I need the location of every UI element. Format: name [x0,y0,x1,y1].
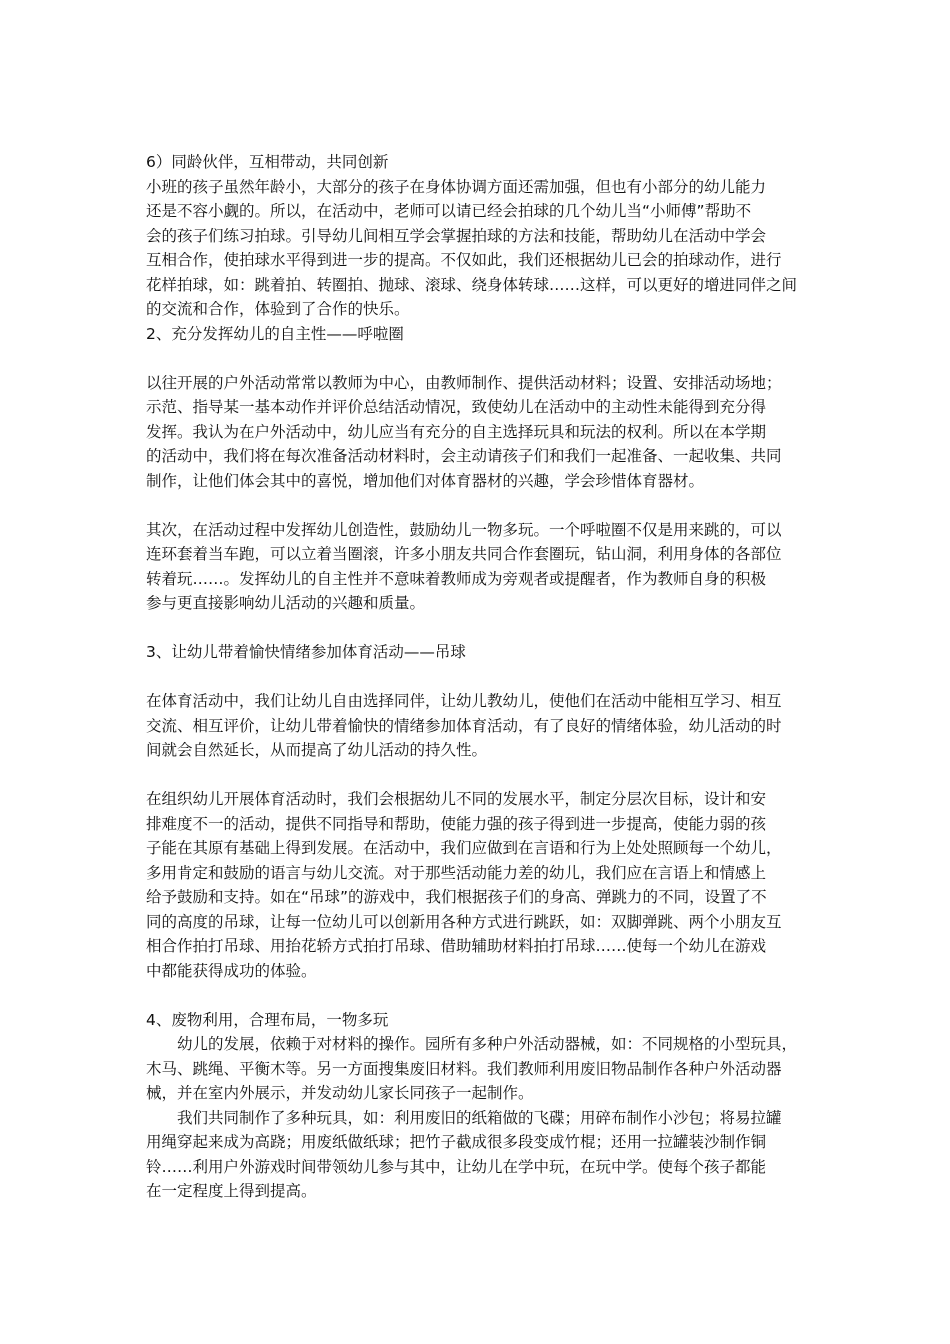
section-3-line: 相合作拍打吊球、用抬花轿方式拍打吊球、借助辅助材料拍打吊球……使每一个幼儿在游戏 [146,937,767,955]
section-3-line: 在组织幼儿开展体育活动时，我们会根据幼儿不同的发展水平，制定分层次目标，设计和安 [146,790,767,808]
section-4-line: 木马、跳绳、平衡木等。另一方面搜集废旧材料。我们教师利用废旧物品制作各种户外活动器 [146,1059,782,1078]
section-2-line: 示范、指导某一基本动作并评价总结活动情况，致使幼儿在活动中的主动性未能得到充分得 [146,398,767,416]
section-2-line: 其次，在活动过程中发挥幼儿创造性，鼓励幼儿一物多玩。一个呼啦圈不仅是用来跳的，可以 [146,520,782,539]
section-4-line: 用绳穿起来成为高跷；用废纸做纸球；把竹子截成很多段变成竹棍；还用一拉罐装沙制作铜 [146,1133,767,1151]
section-3-line: 在体育活动中，我们让幼儿自由选择同伴，让幼儿教幼儿，使他们在活动中能相互学习、相互 [146,692,782,710]
section-3-line: 给予鼓励和支持。如在“吊球”的游戏中，我们根据孩子们的身高、弹跳力的不同，设置了不 [146,888,767,906]
section-3-line: 排难度不一的活动，提供不同指导和帮助，使能力强的孩子得到进一步提高，使能力弱的孩 [146,814,767,833]
section-3-heading: 3、让幼儿带着愉快情绪参加体育活动——吊球 [146,643,466,661]
section-2-line: 参与更直接影响幼儿活动的兴趣和质量。 [146,594,426,612]
section-2-heading: 2、充分发挥幼儿的自主性——呼啦圈 [146,324,404,343]
section-3-line: 同的高度的吊球，让每一位幼儿可以创新用各种方式进行跳跃，如：双脚弹跳、两个小朋友互 [146,912,782,931]
section-4-line: 幼儿的发展，依赖于对材料的操作。园所有多种户外活动器械，如：不同规格的小型玩具， [177,1035,798,1053]
section-6-line: 互相合作，使拍球水平得到进一步的提高。不仅如此，我们还根据幼儿已会的拍球动作，进行 [146,251,782,269]
section-6-line: 还是不容小觑的。所以，在活动中，老师可以请已经会拍球的几个幼儿当“小师傅”帮助不 [146,202,752,220]
section-6-line: 的交流和合作，体验到了合作的快乐。 [146,300,410,318]
section-2-line: 转着玩……。发挥幼儿的自主性并不意味着教师成为旁观者或提醒者，作为教师自身的积极 [146,569,767,588]
section-2-line: 以往开展的户外活动常常以教师为中心，由教师制作、提供活动材料；设置、安排活动场地； [146,373,782,392]
section-3-line: 交流、相互评价，让幼儿带着愉快的情绪参加体育活动，有了良好的情绪体验，幼儿活动的时 [146,716,782,735]
section-6-heading: 6）同龄伙伴，互相带动，共同创新 [146,153,389,171]
section-2-line: 的活动中，我们将在每次准备活动材料时，会主动请孩子们和我们一起准备、一起收集、共同 [146,447,782,465]
document-body [146,150,816,1204]
section-3-line: 间就会自然延长，从而提高了幼儿活动的持久性。 [146,741,488,759]
section-4-heading: 4、废物利用，合理布局，一物多玩 [146,1010,389,1029]
section-6-line: 小班的孩子虽然年龄小，大部分的孩子在身体协调方面还需加强，但也有小部分的幼儿能力 [146,177,767,196]
section-3-line: 多用肯定和鼓励的语言与幼儿交流。对于那些活动能力差的幼儿，我们应在言语上和情感上 [146,863,767,882]
section-4-line: 铃……利用户外游戏时间带领幼儿参与其中，让幼儿在学中玩，在玩中学。使每个孩子都能 [146,1157,767,1176]
section-6-line: 会的孩子们练习拍球。引导幼儿间相互学会掌握拍球的方法和技能，帮助幼儿在活动中学会 [146,226,767,245]
section-2-line: 发挥。我认为在户外活动中，幼儿应当有充分的自主选择玩具和玩法的权利。所以在本学期 [146,422,767,441]
section-2-line: 制作，让他们体会其中的喜悦，增加他们对体育器材的兴趣，学会珍惜体育器材。 [146,471,705,490]
section-4-line: 械，并在室内外展示，并发动幼儿家长同孩子一起制作。 [146,1084,534,1102]
section-3-line: 子能在其原有基础上得到发展。在活动中，我们应做到在言语和行为上处处照顾每一个幼儿， [146,839,782,857]
section-4-line: 我们共同制作了多种玩具，如：利用废旧的纸箱做的飞碟；用碎布制作小沙包；将易拉罐 [177,1108,782,1127]
section-6-line: 花样拍球，如：跳着拍、转圈拍、抛球、滚球、绕身体转球……这样，可以更好的增进同伴之间 [146,275,798,294]
section-2-line: 连环套着当车跑，可以立着当圈滚，许多小朋友共同合作套圈玩，钻山洞，利用身体的各部位 [146,545,782,563]
section-4-line: 在一定程度上得到提高。 [146,1182,317,1200]
section-3-line: 中都能获得成功的体验。 [146,961,317,980]
